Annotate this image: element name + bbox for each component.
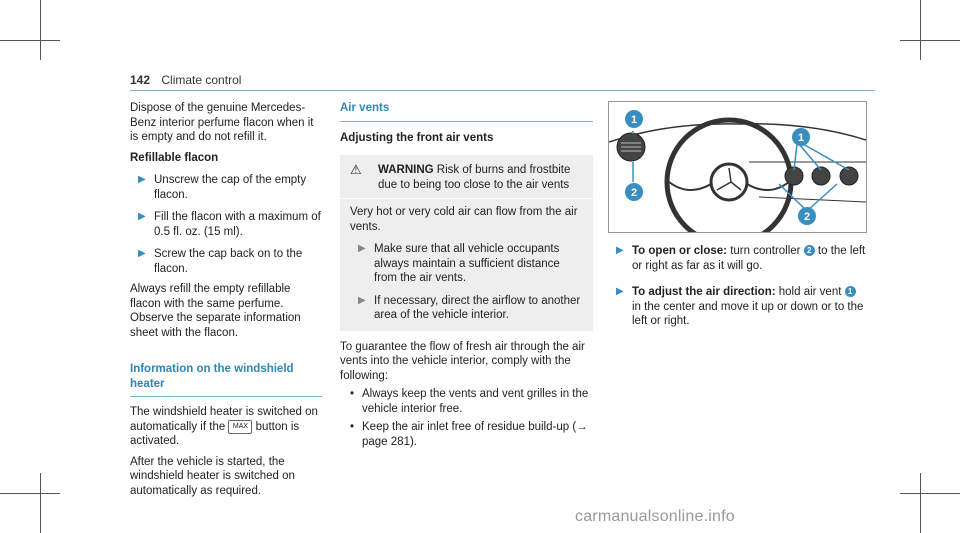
section-title: Climate control (161, 73, 242, 87)
page-number: 142 (130, 73, 151, 87)
step-item: ▶ To adjust the air direction: hold air vent 1 in the center and move it up or down or to the left or right. (616, 286, 864, 327)
arrow-icon: ▶ (138, 174, 146, 185)
arrow-icon: ▶ (616, 245, 624, 256)
svg-text:1: 1 (797, 132, 805, 144)
windshield-heading: Information on the windshield heater (130, 363, 294, 390)
warning-divider (340, 198, 593, 199)
step-text: Unscrew the cap of the empty flacon. (154, 174, 307, 201)
arrow-icon: ▶ (358, 243, 366, 254)
watermark: carmanualsonline.info (575, 508, 735, 525)
step-item (350, 242, 583, 286)
svg-text:2: 2 (630, 187, 638, 199)
air-vents-heading: Air vents (340, 102, 390, 114)
crop-mark (40, 0, 41, 60)
header-divider (130, 90, 875, 91)
column-left (130, 101, 322, 498)
intro-text: Dispose of the genuine Mercedes-Benz interior perfume flacon when it is empty and do not refill it. (130, 102, 314, 143)
svg-text:2: 2 (803, 211, 811, 223)
callout-2 (625, 183, 643, 201)
crop-mark (0, 40, 60, 41)
crop-mark (900, 493, 960, 494)
warning-body: Very hot or very cold air can flow from the air vents. (350, 206, 578, 233)
step-item (130, 210, 322, 239)
arrow-icon: ▶ (616, 286, 624, 297)
adjusting-subheading: Adjusting the front air vents (340, 131, 494, 144)
windshield-after-text: After the vehicle is started, the windshield heater is switched on automatically as required. (130, 455, 295, 497)
callout-1 (792, 128, 810, 146)
crop-mark (0, 493, 60, 494)
controller-number-badge: 2 (804, 245, 815, 256)
windshield-heater-button-icon: MAX (228, 420, 252, 434)
dashboard-illustration (608, 101, 867, 233)
crop-mark (920, 0, 921, 60)
warning-title: Risk of burns and frostbite due to being too close to the air vents (378, 164, 571, 191)
column-middle (340, 101, 593, 449)
windshield-text: The windshield heater is switched on automatically if the MAX button is activated. (130, 406, 318, 448)
dashboard-svg (609, 102, 866, 232)
crop-mark (40, 473, 41, 533)
arrow-icon: ▶ (358, 294, 366, 306)
step-text: Fill the flacon with a maximum of 0.5 fl. oz. (15 ml). (154, 211, 321, 238)
warning-label: WARNING (378, 164, 434, 176)
bullet-item: • Keep the air inlet free of residue build-up (→ page 281). (350, 421, 588, 448)
callout-1 (625, 110, 643, 128)
svg-text:1: 1 (630, 114, 638, 126)
vent-number-badge: 1 (845, 286, 856, 297)
step-text: If necessary, direct the airflow to another area of the vehicle interior. (374, 294, 581, 321)
heading-rule (340, 121, 593, 122)
step-item (130, 247, 322, 276)
bullet-item: • Always keep the vents and vent grilles in the vehicle interior free. (350, 388, 589, 415)
step-text: Make sure that all vehicle occupants always maintain a sufficient distance from the air vents. (374, 243, 560, 284)
page-header (130, 73, 241, 87)
step-item (350, 294, 583, 323)
arrow-icon: ▶ (138, 248, 146, 259)
refill-heading: Refillable flacon (130, 151, 219, 164)
warning-box (340, 155, 593, 331)
arrow-icon: ▶ (138, 211, 146, 222)
step-item (130, 173, 322, 202)
step-text: Screw the cap back on to the flacon. (154, 248, 303, 275)
crop-mark (900, 40, 960, 41)
step-item: ▶ To open or close: turn controller 2 to the left or right as far as it will go. (616, 245, 866, 272)
always-text: Always refill the empty refillable flacon with the same perfume. Observe the separate information sheet with the flacon. (130, 283, 301, 339)
crop-mark (920, 473, 921, 533)
guarantee-text: To guarantee the flow of fresh air through the air vents into the vehicle interior, comply with the following: (340, 340, 585, 382)
callout-2 (798, 207, 816, 225)
warning-icon: ⚠ (350, 162, 362, 177)
heading-rule (130, 396, 322, 397)
column-right (608, 244, 866, 329)
